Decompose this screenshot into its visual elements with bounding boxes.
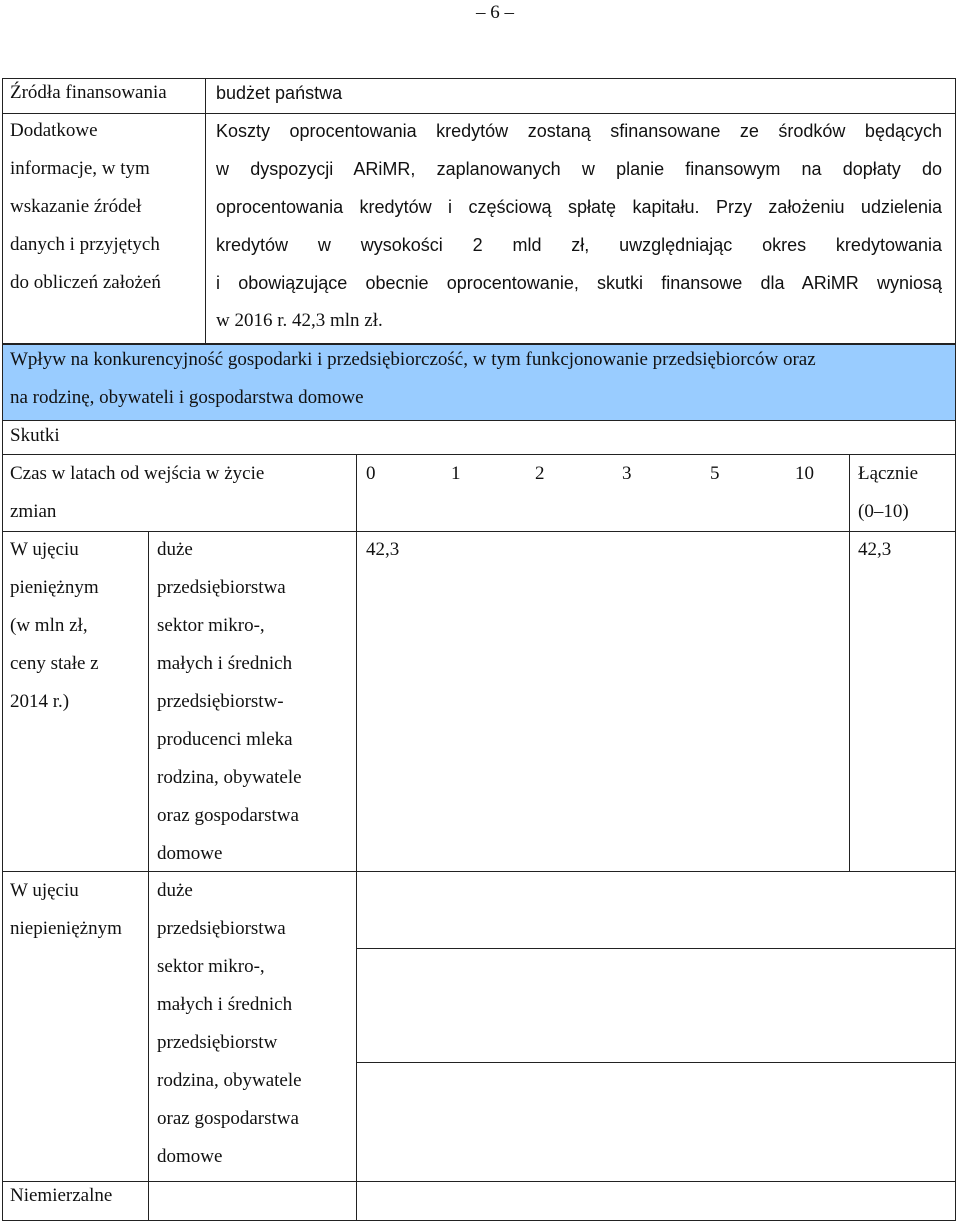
- category-line: oraz gospodarstwa: [157, 805, 299, 826]
- monetary-label-line: 2014 r.): [10, 691, 70, 712]
- category-line: przedsiębiorstwa: [157, 918, 286, 939]
- values-column-divider: [356, 454, 357, 1221]
- year-2: 2: [535, 463, 545, 484]
- category-line: producenci mleka: [157, 729, 293, 750]
- category-line: przedsiębiorstw: [157, 1032, 278, 1053]
- additional-info-text-line: i obowiązujące obecnie oprocentowanie, skutki finansowe dla ARiMR wyniosą: [216, 273, 942, 293]
- time-row-label-line: Czas w latach od wejścia w życie: [10, 463, 265, 484]
- category-line: rodzina, obywatele: [157, 1070, 302, 1091]
- nonmonetary-label-line: W ujęciu: [10, 880, 79, 901]
- category-line: domowe: [157, 843, 223, 864]
- monetary-label-line: ceny stałe z: [10, 653, 99, 674]
- impact-header-line: na rodzinę, obywateli i gospodarstwa domowe: [10, 387, 364, 408]
- year-3: 3: [622, 463, 632, 484]
- category-line: małych i średnich: [157, 994, 293, 1015]
- funding-sources-value: budżet państwa: [216, 83, 343, 103]
- nonmonetary-row-divider: [356, 948, 956, 949]
- category-line: sektor mikro-,: [157, 956, 265, 977]
- additional-info-text-line: Koszty oprocentowania kredytów zostaną sfinansowane ze środków będących: [216, 121, 942, 141]
- time-row-divider: [2, 531, 956, 532]
- category-column-divider: [148, 531, 149, 1221]
- year-1: 1: [451, 463, 461, 484]
- year-5: 5: [710, 463, 720, 484]
- year-0: 0: [366, 463, 376, 484]
- unmeasurable-divider: [2, 1181, 956, 1182]
- impact-header-line: Wpływ na konkurencyjność gospodarki i przedsiębiorczość, w tym funkcjonowanie przedsiębiorców oraz: [10, 349, 816, 370]
- nonmonetary-row-divider: [356, 1062, 956, 1063]
- monetary-label-line: W ujęciu: [10, 539, 79, 560]
- category-line: domowe: [157, 1146, 223, 1167]
- category-line: przedsiębiorstwa: [157, 577, 286, 598]
- total-label-line: Łącznie: [858, 463, 919, 484]
- additional-info-text-line: kredytów w wysokości 2 mld zł, uwzględniając okres kredytowania: [216, 235, 942, 255]
- monetary-label-line: (w mln zł,: [10, 615, 88, 636]
- funding-sources-label: Źródła finansowania: [10, 82, 167, 103]
- category-line: sektor mikro-,: [157, 615, 265, 636]
- monetary-large-enterprises-total-value: 42,3: [858, 539, 892, 560]
- additional-info-label-line: Dodatkowe: [10, 120, 98, 141]
- additional-info-label-line: wskazanie źródeł: [10, 196, 142, 217]
- monetary-divider: [2, 871, 956, 872]
- category-line: oraz gospodarstwa: [157, 1108, 299, 1129]
- category-line: duże: [157, 880, 193, 901]
- additional-info-label-line: do obliczeń założeń: [10, 272, 161, 293]
- category-line: rodzina, obywatele: [157, 767, 302, 788]
- year-10: 10: [795, 463, 814, 484]
- monetary-label-line: pieniężnym: [10, 577, 99, 598]
- time-row-label-line: zmian: [10, 501, 57, 522]
- page-number: – 6 –: [476, 2, 514, 23]
- additional-info-text-line: w 2016 r. 42,3 mln zł.: [216, 310, 383, 331]
- additional-info-text-line: oprocentowania kredytów i częściową spłatę kapitału. Przy założeniu udzielenia: [216, 197, 942, 217]
- additional-info-text-line: w dyspozycji ARiMR, zaplanowanych w planie finansowym na dopłaty do: [216, 159, 942, 179]
- category-line: duże: [157, 539, 193, 560]
- impact-header-divider: [2, 420, 956, 421]
- monetary-large-enterprises-year-0-value: 42,3: [366, 539, 400, 560]
- funding-table-column-divider: [205, 78, 206, 344]
- category-line: przedsiębiorstw-: [157, 691, 284, 712]
- additional-info-label-line: informacje, w tym: [10, 158, 150, 179]
- additional-info-label-line: danych i przyjętych: [10, 234, 160, 255]
- category-line: małych i średnich: [157, 653, 293, 674]
- unmeasurable-label: Niemierzalne: [10, 1185, 113, 1206]
- nonmonetary-label-line: niepieniężnym: [10, 918, 122, 939]
- total-label-line: (0–10): [858, 501, 909, 522]
- total-column-divider: [849, 454, 850, 871]
- effects-label: Skutki: [10, 425, 60, 446]
